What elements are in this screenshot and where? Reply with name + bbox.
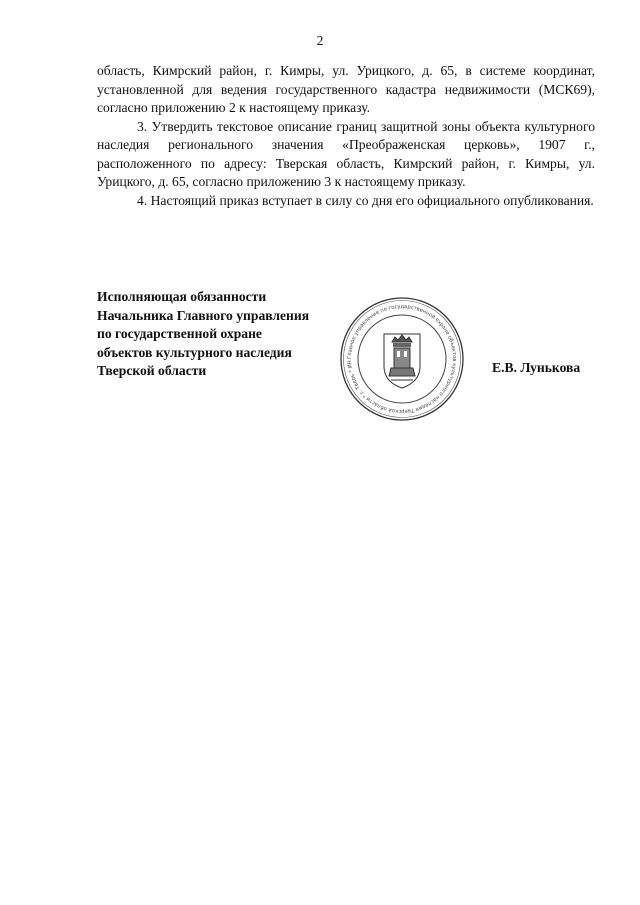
- coat-of-arms-icon: [384, 334, 420, 388]
- seal-ring-text: Главное управление по государственной охране объектов культурного наследия Тверской области * г. Тверь * ИН: [346, 303, 458, 415]
- official-seal-icon: [339, 296, 465, 422]
- signatory-title-line: Начальника Главного управления: [97, 307, 310, 323]
- signer-name: Е.В. Лунькова: [492, 360, 581, 375]
- signatory-title-line: Тверской области: [97, 363, 207, 378]
- signatory-title-line: Исполняющая обязанности: [97, 289, 267, 304]
- page-number: 2: [316, 33, 324, 48]
- signatory-title-line: объектов культурного наследия: [97, 344, 292, 360]
- paragraph-item-3: 3. Утвердить текстовое описание границ защитной зоны объекта культурного наследия регионального значения «Преображенская церковь», 1907 г., расположенного по адресу: Тверская область, Кимрский район, г. Кимры, ул. Урицкого, д. 65, согласно приложению 3 к настоящему приказу.: [97, 118, 595, 189]
- document-body: [97, 62, 595, 210]
- signatory-title: [97, 288, 357, 381]
- paragraph-continuation: область, Кимрский район, г. Кимры, ул. Урицкого, д. 65, в системе координат, установленной для ведения государственного кадастра недвижимости (МСК69), согласно приложению 2 к настоящему приказу.: [97, 63, 595, 115]
- signatory-title-line: по государственной охране: [97, 326, 262, 341]
- paragraph-item-4: 4. Настоящий приказ вступает в силу со дня его официального опубликования.: [137, 192, 594, 208]
